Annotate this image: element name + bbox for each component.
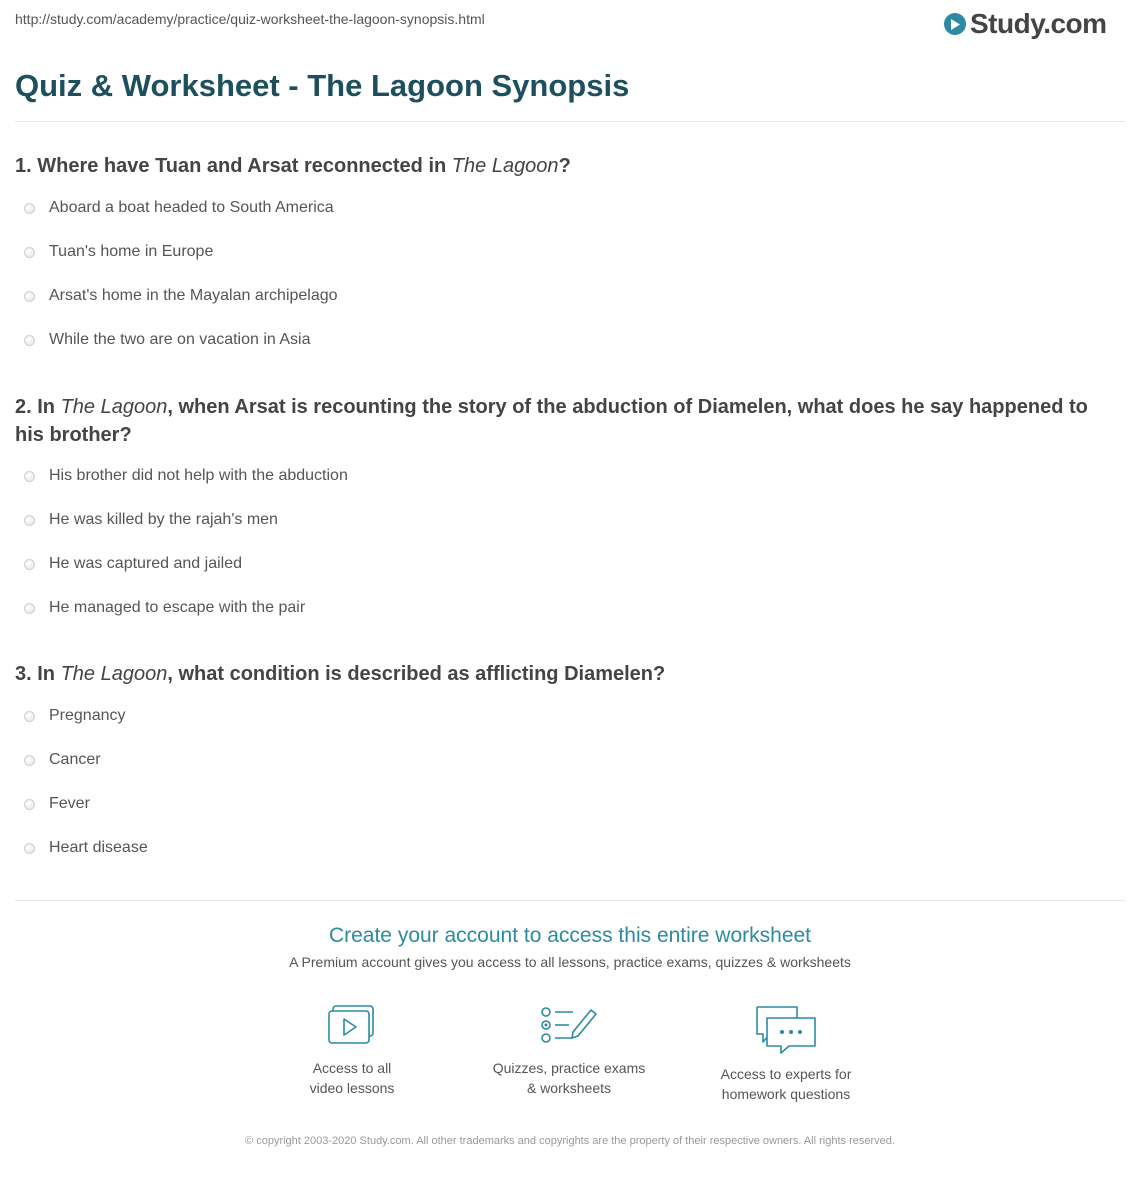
radio-button[interactable] [24,471,35,482]
radio-button[interactable] [24,247,35,258]
quiz-checklist-icon [539,1004,599,1048]
feature-quizzes [484,1004,654,1098]
video-lesson-icon [326,1004,378,1048]
answer-option[interactable]: Heart disease [24,839,148,857]
play-logo-icon [944,13,966,35]
page-url: http://study.com/academy/practice/quiz-worksheet-the-lagoon-synopsis.html [15,11,485,27]
radio-button[interactable] [24,711,35,722]
copyright-text: © copyright 2003-2020 Study.com. All other trademarks and copyrights are the property of their respective owners. All rights reserved. [245,1135,895,1147]
cta-title-link[interactable]: Create your account to access this entire worksheet [328,924,812,947]
feature-video-lessons [267,1004,437,1098]
answer-option[interactable]: He was captured and jailed [24,555,242,573]
study-logo[interactable] [944,6,1107,42]
page-title: Quiz & Worksheet - The Lagoon Synopsis [15,68,630,103]
feature-label-line2: video lessons [309,1080,395,1096]
feature-experts [701,1004,871,1104]
answer-option[interactable]: Pregnancy [24,707,126,725]
radio-button[interactable] [24,755,35,766]
radio-button[interactable] [24,515,35,526]
radio-button[interactable] [24,335,35,346]
radio-button[interactable] [24,203,35,214]
feature-label-line1: Access to all [312,1060,392,1076]
feature-label-line2: & worksheets [526,1080,612,1096]
cta-subtitle: A Premium account gives you access to all lessons, practice exams, quizzes & worksheets [289,954,851,970]
answer-option[interactable]: Arsat's home in the Mayalan archipelago [24,287,338,305]
feature-label-line2: homework questions [721,1086,851,1102]
title-divider [15,121,1125,122]
answer-option[interactable]: Cancer [24,751,101,769]
question-1: 1. Where have Tuan and Arsat reconnected in The Lagoon? [15,155,571,177]
logo-text: Study.com [970,8,1107,39]
chat-bubble-icon [753,1004,819,1054]
radio-button[interactable] [24,799,35,810]
question-3: 3. In The Lagoon, what condition is described as afflicting Diamelen? [15,663,666,685]
radio-button[interactable] [24,559,35,570]
answer-option[interactable]: While the two are on vacation in Asia [24,331,310,349]
feature-label-line1: Quizzes, practice exams [492,1060,646,1076]
question-2: 2. In The Lagoon, when Arsat is recounting the story of the abduction of Diamelen, what does he say happened to his brother? [15,396,1088,446]
feature-label-line1: Access to experts for [720,1066,852,1082]
answer-option[interactable]: His brother did not help with the abduction [24,467,348,485]
cta-divider [15,900,1125,901]
answer-option[interactable]: Tuan's home in Europe [24,243,213,261]
radio-button[interactable] [24,291,35,302]
answer-option[interactable]: Aboard a boat headed to South America [24,199,334,217]
radio-button[interactable] [24,603,35,614]
answer-option[interactable]: He managed to escape with the pair [24,599,305,617]
radio-button[interactable] [24,843,35,854]
answer-option[interactable]: Fever [24,795,90,813]
answer-option[interactable]: He was killed by the rajah's men [24,511,278,529]
